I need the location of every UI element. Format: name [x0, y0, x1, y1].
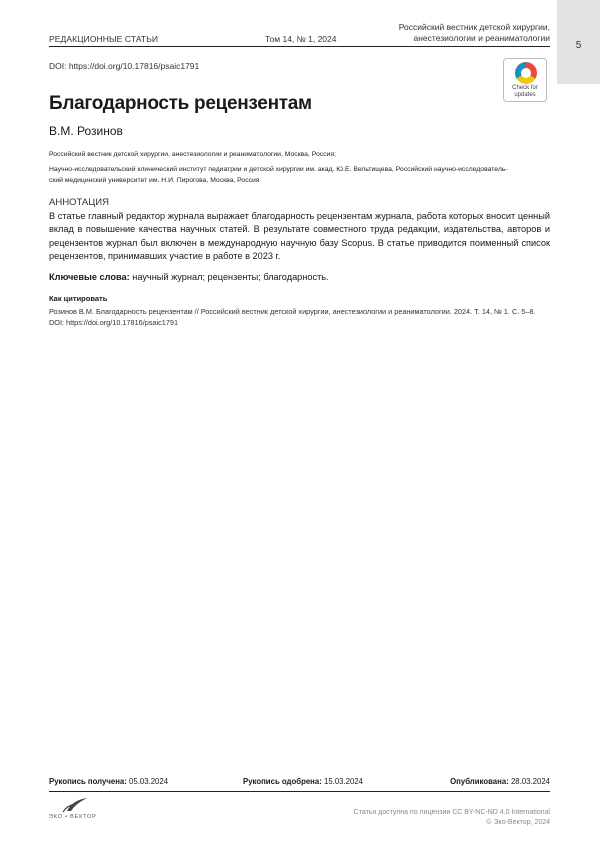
publisher-name: ЭКО • ВЕКТОР	[49, 814, 97, 820]
page-number-tab	[557, 0, 600, 84]
affiliation-1: Российский вестник детской хирургии, анестезиологии и реаниматологии, Москва, Россия;	[49, 151, 336, 158]
published-date: Опубликована: 28.03.2024	[450, 777, 550, 786]
citation-doi[interactable]: DOI: https://doi.org/10.17816/psaic1791	[49, 318, 178, 327]
issue-label: Том 14, № 1, 2024	[265, 34, 337, 44]
keywords	[49, 272, 329, 282]
article-title: Благодарность рецензентам	[49, 93, 312, 114]
copyright-text: © Эко-Вектор, 2024	[486, 819, 550, 826]
license-text[interactable]: Статья доступна по лицензии CC BY-NC-ND 4.0 International	[353, 809, 550, 816]
keywords-value: научный журнал; рецензенты; благодарность.	[129, 272, 329, 282]
received-date: Рукопись получена: 05.03.2024	[49, 777, 169, 786]
page-number: 5	[575, 40, 582, 51]
citation-reference: Розинов В.М. Благодарность рецензентам // Российский вестник детской хирургии, анестезиологии и реаниматологии. 2024. Т. 14, № 1. С. 5–8.	[49, 307, 536, 316]
check-for-updates-label: Check for updates	[512, 85, 538, 98]
eco-vector-logo-icon	[49, 797, 89, 813]
affiliation-2: Научно-исследовательский клинический институт педиатрии и детской хирургии им. акад. Ю.Е. Вельтищева, Российский научно-исследователь- ский медицинский университет им. Н.И. Пирогова, Москва, Россия	[49, 166, 508, 184]
header-divider	[49, 46, 550, 47]
journal-name-line1: Российский вестник детской хирургии,	[398, 22, 550, 32]
article-author: В.М. Розинов	[49, 124, 123, 138]
abstract-text: В статье главный редактор журнала выражает благодарность рецензентам журнала, работа которых вносит ценный вклад в повышение качества научных статей. В результате совместного труда редакции, издательства, авторов и рецензентов журнал был включен в международную научную базу Scopus. В статье приводится поименный список рецензентов, принимавших участие в работе в 2023 г.	[49, 211, 550, 262]
citation-text	[49, 306, 559, 328]
license-notice	[250, 808, 550, 828]
section-label: РЕДАКЦИОННЫЕ СТАТЬИ	[49, 34, 159, 44]
crossmark-icon	[515, 62, 537, 84]
citation-heading: Как цитировать	[49, 294, 108, 303]
check-for-updates-badge[interactable]	[503, 58, 547, 102]
publisher-logo	[49, 797, 109, 819]
footer-divider	[49, 791, 550, 792]
doi-link[interactable]: DOI: https://doi.org/10.17816/psaic1791	[49, 61, 200, 71]
keywords-label: Ключевые слова:	[49, 272, 130, 282]
abstract-heading: АННОТАЦИЯ	[49, 197, 109, 208]
journal-name	[310, 22, 550, 44]
journal-name-line2: анестезиологии и реаниматологии	[413, 33, 550, 43]
accepted-date: Рукопись одобрена: 15.03.2024	[243, 777, 364, 786]
